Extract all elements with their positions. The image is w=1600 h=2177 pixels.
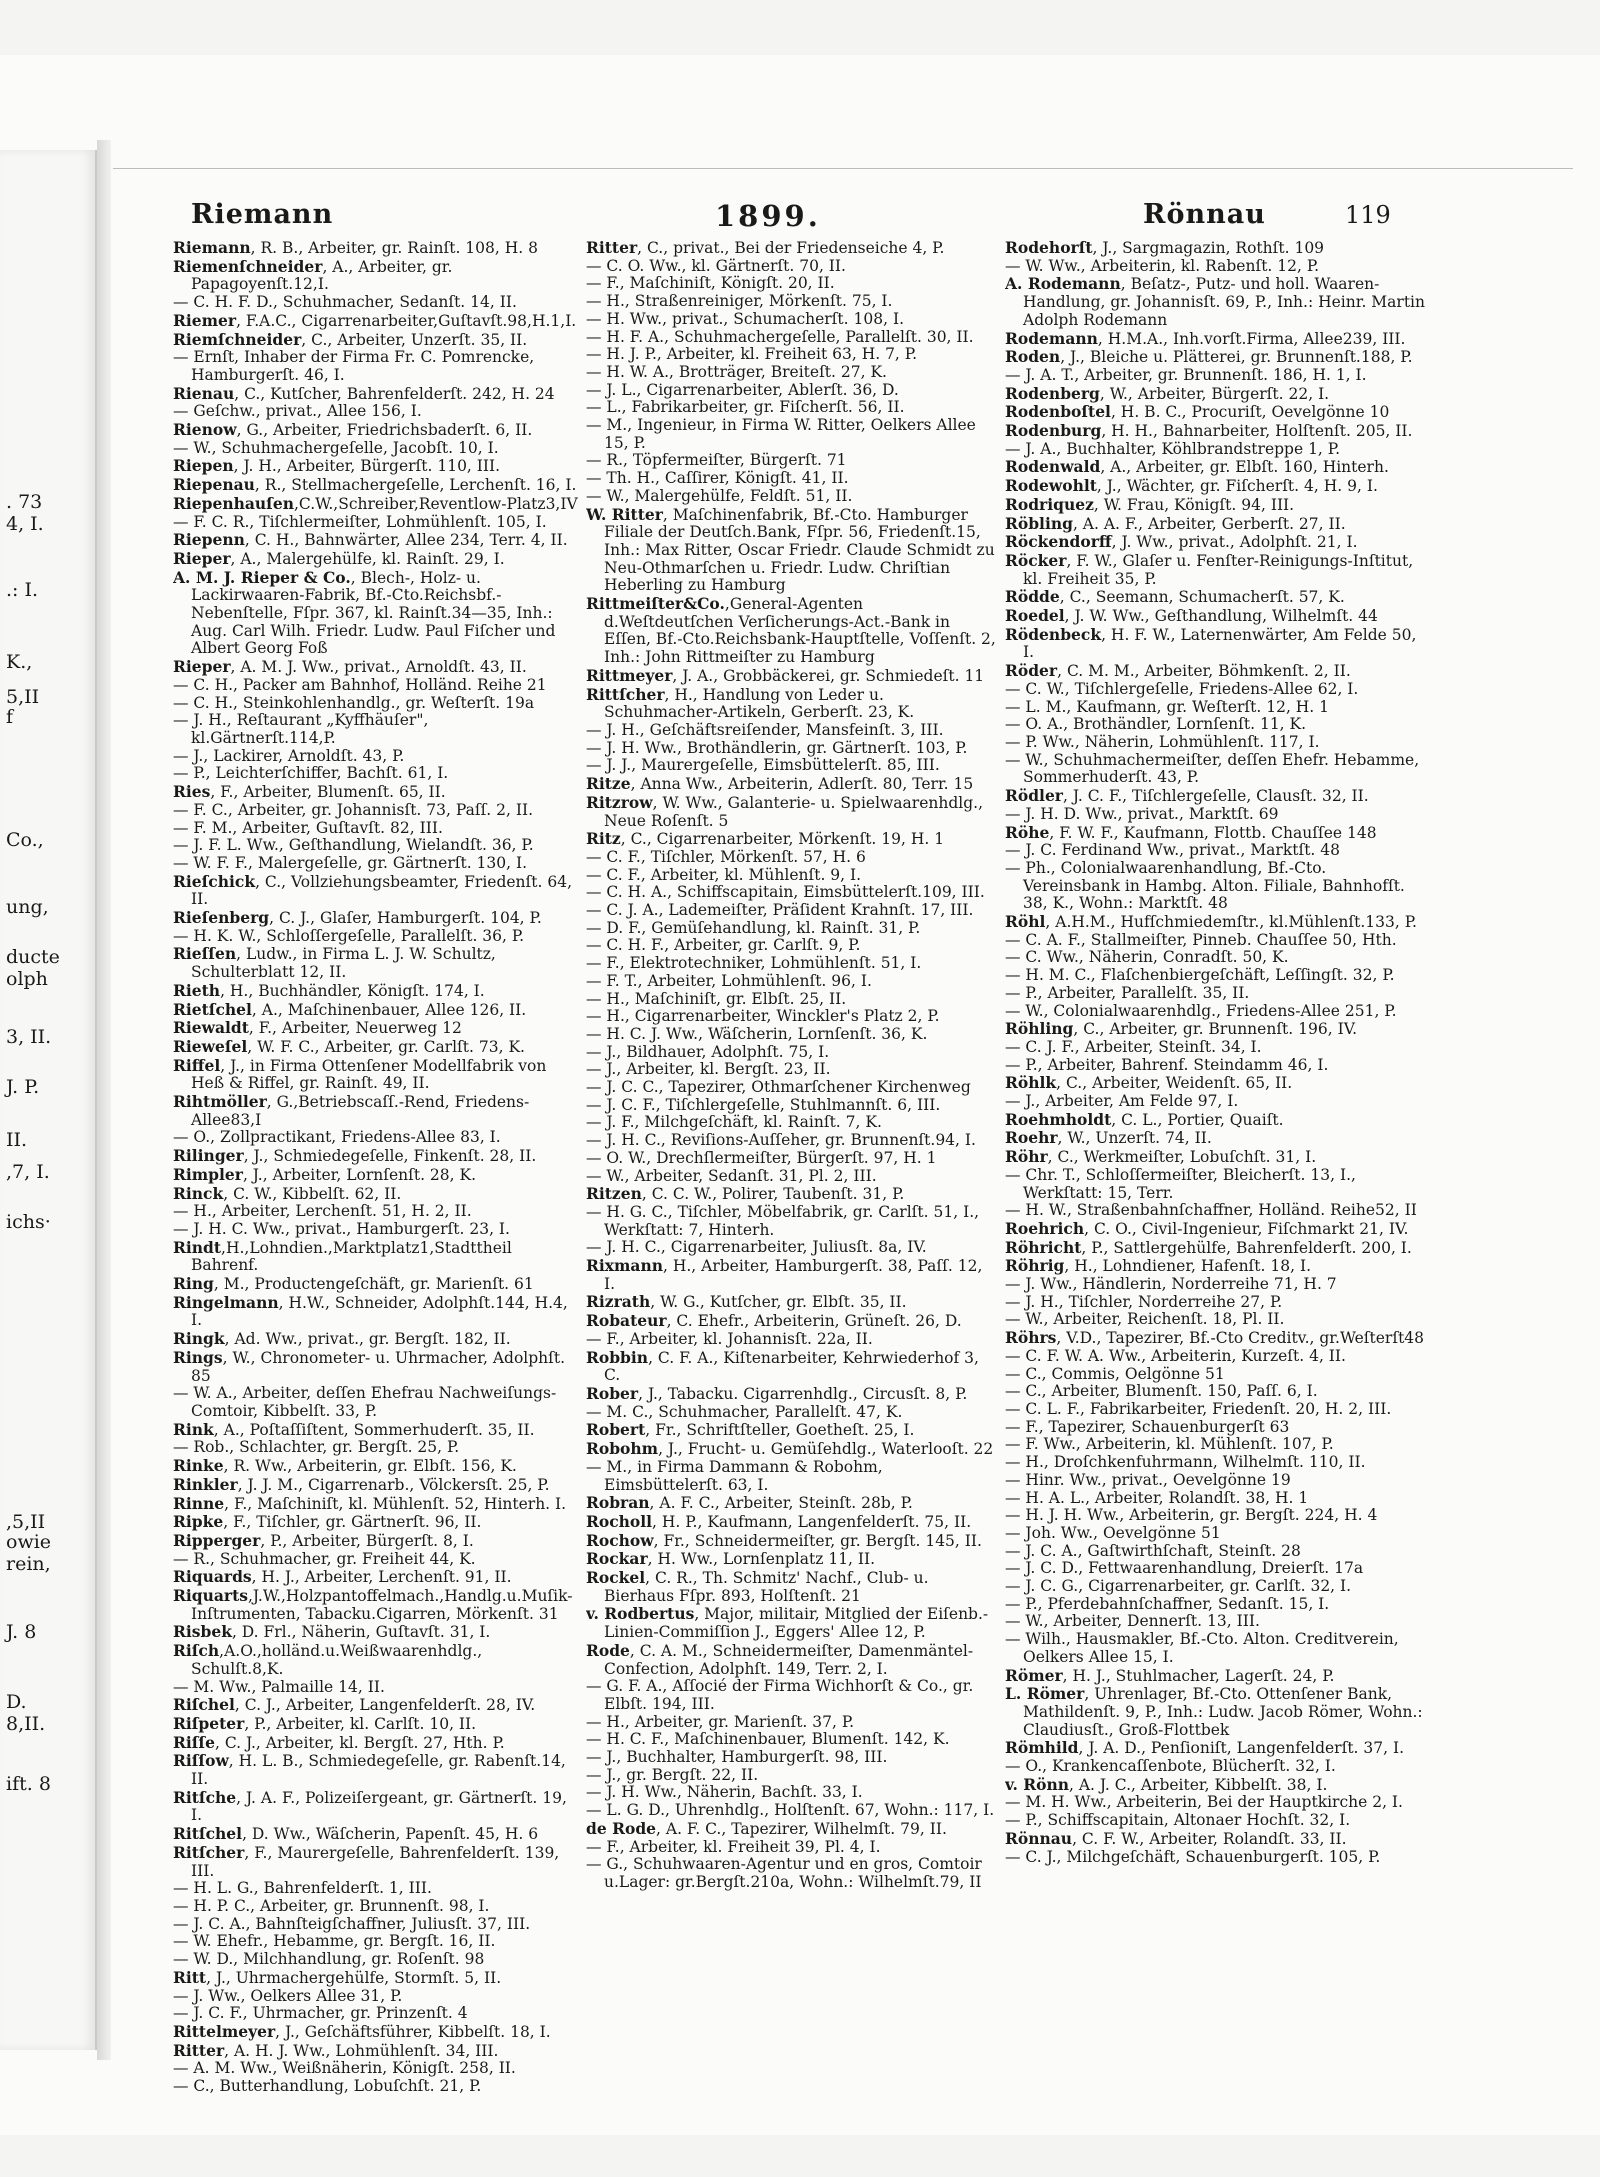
directory-entry: Rieth, H., Buchhändler, Königſt. 174, I. — [173, 980, 485, 1000]
directory-entry: — H., Straßenreiniger, Mörkenſt. 75, I. — [586, 292, 893, 311]
directory-entry: Riſchel, C. J., Arbeiter, Langenfelderſt. 28, IV. — [173, 1695, 536, 1715]
directory-entry: — C. W., Tiſchlergeſelle, Friedens-Allee 62, I. — [1005, 679, 1359, 698]
facing-page-fragment: ,7, I. — [6, 1161, 50, 1183]
directory-entry: — O. W., Drechſlermeiſter, Bürgerſt. 97, H. 1 — [586, 1148, 937, 1167]
directory-entry: — C. H., Steinkohlenhandlg., gr. Weſterſt. 19a — [173, 693, 535, 712]
directory-entry: — F., Tapezirer, Schauenburgerſt 63 — [1005, 1417, 1290, 1436]
directory-entry: — H. Ww., privat., Schumacherſt. 108, I. — [586, 309, 904, 328]
directory-entry: — J. H. C., Cigarrenarbeiter, Juliusſt. 8a, IV. — [586, 1238, 927, 1257]
book-gutter — [97, 140, 111, 2060]
directory-entry: Rodenwald, A., Arbeiter, gr. Elbſt. 160, Hinterh. — [1005, 457, 1389, 477]
facing-page-fragment: K., — [6, 651, 33, 673]
directory-entry: — J. C. D., Fettwaarenhandlung, Dreierſt. 17a — [1005, 1559, 1364, 1578]
directory-entry: — F., Arbeiter, kl. Johannisſt. 22a, II. — [586, 1329, 873, 1348]
directory-entry: Rodenberg, W., Arbeiter, Bürgerſt. 22, I. — [1005, 383, 1330, 403]
column-3 — [1005, 239, 1425, 1866]
facing-page-fragment: 3, II. — [6, 1026, 52, 1048]
directory-entry: — W., Arbeiter, Dennerſt. 13, III. — [1005, 1612, 1260, 1631]
directory-entry: — W., Arbeiter, Reichenſt. 18, Pl. II. — [1005, 1310, 1285, 1329]
directory-entry: — H. J. P., Arbeiter, kl. Freiheit 63, H. 7, P. — [586, 345, 917, 364]
directory-entry: Ritter, A. H. J. Ww., Lohmühlenſt. 34, III. — [173, 2040, 499, 2060]
column-2 — [586, 239, 996, 1892]
directory-entry: — J. C. C., Tapezirer, Othmarſchener Kirchenweg — [586, 1078, 971, 1097]
directory-entry: — J. H., Reſtaurant „Kyffhäuſer", kl.Gärtnerſt.114,P. — [173, 711, 429, 747]
directory-entry: — G. F. A., Aſſocié der Firma Wichhorſt & Co., gr. Elbſt. 194, III. — [586, 1677, 974, 1713]
directory-entry: — D. F., Gemüſehandlung, kl. Rainſt. 31, P. — [586, 918, 921, 937]
directory-entry: Rixmann, H., Arbeiter, Hamburgerſt. 38, Paſſ. 12, I. — [586, 1256, 983, 1293]
directory-entry: Rode, C. A. M., Schneidermeiſter, Damenmäntel-Confection, Adolphſt. 149, Terr. 2, I. — [586, 1640, 974, 1678]
directory-entry: — J., gr. Bergſt. 22, II. — [586, 1765, 759, 1784]
directory-entry: — C. H. F. D., Schuhmacher, Sedanſt. 14, II. — [173, 293, 517, 312]
directory-entry: — C. F., Tiſchler, Mörkenſt. 57, H. 6 — [586, 847, 866, 866]
directory-entry: Röhl, A.H.M., Hufſchmiedemſtr., kl.Mühlenſt.133, P. — [1005, 912, 1417, 932]
directory-entry: — J. H. C., Reviſions-Auſſeher, gr. Brunnenſt.94, I. — [586, 1131, 976, 1150]
directory-entry: Robbin, C. F. A., Kiſtenarbeiter, Kehrwiederhof 3, C. — [586, 1347, 979, 1385]
directory-entry: Roehrich, C. O., Civil-Ingenieur, Fiſchmarkt 21, IV. — [1005, 1218, 1409, 1238]
directory-entry: — J. C. A., Gaſtwirthſchaft, Steinſt. 28 — [1005, 1541, 1301, 1560]
directory-entry: Rinkler, J. J. M., Cigarrenarb., Völckersſt. 25, P. — [173, 1474, 550, 1494]
directory-entry: Riepenn, C. H., Bahnwärter, Allee 234, Terr. 4, II. — [173, 530, 568, 550]
directory-entry: Rober, J., Tabacku. Cigarrenhdlg., Circusſt. 8, P. — [586, 1384, 968, 1403]
directory-entry: Risbek, D. Frl., Näherin, Guſtavſt. 31, I. — [173, 1622, 491, 1642]
directory-entry: — C., Butterhandlung, Lobuſchſt. 21, P. — [173, 2077, 482, 2096]
directory-entry: — A. M. Ww., Weißnäherin, Königſt. 258, II. — [173, 2059, 516, 2078]
directory-entry: — C. L. F., Fabrikarbeiter, Friedenſt. 20, H. 2, III. — [1005, 1400, 1392, 1418]
directory-entry: Rihtmöller, G.,Betriebscaſſ.-Rend, Friedens-Allee83,I — [173, 1092, 530, 1129]
directory-entry: — H., Maſchiniſt, gr. Elbſt. 25, II. — [586, 989, 847, 1008]
directory-entry: Röhricht, P., Sattlergehülfe, Bahrenfelderſt. 200, I. — [1005, 1237, 1412, 1257]
directory-entry: Rodenburg, H. H., Bahnarbeiter, Holſtenſt. 205, II. — [1005, 421, 1413, 441]
directory-entry: Rocholl, H. P., Kaufmann, Langenfelderſt. 75, II. — [586, 1511, 972, 1531]
directory-entry: — H. M. C., Flaſchenbiergeſchäft, Leſſingſt. 32, P. — [1005, 966, 1395, 985]
facing-page-fragment: ichs· — [6, 1211, 51, 1233]
facing-page-fragment: ducte — [6, 946, 60, 968]
directory-entry: Rilinger, J., Schmiedegeſelle, Finkenſt. 28, II. — [173, 1146, 537, 1166]
directory-entry: A. Rodemann, Beſatz-, Putz- und holl. Waaren-Handlung, gr. Johannisſt. 69, P., Inh.: Heinr. Martin Adolph Rodemann — [1005, 274, 1425, 329]
directory-entry: Rienau, C., Kutſcher, Bahrenfelderſt. 242, H. 24 — [173, 383, 555, 403]
directory-entry: — Th. H., Caſſirer, Königſt. 41, II. — [586, 469, 849, 488]
directory-entry: Römhild, J. A. D., Penſioniſt, Langenfelderſt. 37, I. — [1005, 1738, 1405, 1758]
directory-entry: — P., Schiffscapitain, Altonaer Hochſt. 32, I. — [1005, 1811, 1351, 1830]
directory-entry: — J. F. L. Ww., Geſthandlung, Wielandſt. 36, P. — [173, 836, 534, 855]
directory-entry: — Joh. Ww., Oevelgönne 51 — [1005, 1523, 1221, 1542]
directory-entry: Riſpeter, P., Arbeiter, kl. Carlſt. 10, II. — [173, 1713, 477, 1733]
directory-entry: Römer, H. J., Stuhlmacher, Lagerſt. 24, P. — [1005, 1665, 1335, 1685]
directory-entry: — J. L., Cigarrenarbeiter, Ablerſt. 36, D. — [586, 380, 899, 399]
directory-entry: — L., Fabrikarbeiter, gr. Fiſcherſt. 56, II. — [586, 398, 905, 417]
directory-entry: — H. J. H. Ww., Arbeiterin, gr. Bergſt. 224, H. 4 — [1005, 1506, 1378, 1525]
directory-entry: Rodehorſt, J., Sargmagazin, Rothſt. 109 — [1005, 239, 1325, 257]
directory-entry: — F. Ww., Arbeiterin, kl. Mühlenſt. 107, P. — [1005, 1435, 1334, 1454]
directory-entry: Rodewohlt, J., Wächter, gr. Fiſcherſt. 4, H. 9, I. — [1005, 476, 1378, 496]
directory-entry: Ritter, C., privat., Bei der Friedenseiche 4, P. — [586, 239, 945, 257]
directory-entry: Riemſchneider, C., Arbeiter, Unzerſt. 35, II. — [173, 329, 528, 349]
facing-page-fragment: D. — [6, 1691, 27, 1713]
facing-page-fragment: 5,II — [6, 686, 40, 708]
directory-entry: — Wilh., Hausmakler, Bf.-Cto. Alton. Creditverein, Oelkers Allee 15, I. — [1005, 1630, 1399, 1666]
directory-entry: — P., Leichterſchiffer, Bachſt. 61, I. — [173, 764, 449, 783]
directory-entry: — W., Arbeiter, Sedanſt. 31, Pl. 2, III. — [586, 1166, 877, 1185]
directory-entry: — J. Ww., Oelkers Allee 31, P. — [173, 1986, 403, 2005]
directory-entry: — L. M., Kaufmann, gr. Weſterſt. 12, H. 1 — [1005, 697, 1330, 716]
directory-entry: Rittmeiſter&Co.,General-Agenten d.Weſtdeutſchen Verſicherungs-Act.-Bank in Eſſen, Bf.-Cto.Reichsbank-Hauptſtelle, Voſſenſt. 2, Inh.: John Rittmeiſter zu Hamburg — [586, 594, 996, 667]
directory-entry: — O. A., Brothändler, Lornſenſt. 11, K. — [1005, 715, 1307, 734]
directory-entry: Riffel, J., in Firma Ottenſener Modellfabrik von Heß & Riffel, gr. Rainſt. 49, II. — [173, 1055, 547, 1093]
directory-entry: v. Rönn, A. J. C., Arbeiter, Kibbelſt. 38, I. — [1005, 1774, 1328, 1794]
directory-entry: A. M. J. Rieper & Co., Blech-, Holz- u. Lackirwaaren-Fabrik, Bf.-Cto.Reichsbf.-Nebenſtelle, Fſpr. 367, kl. Rainſt.34—35, Inh.: Aug. Carl Wilh. Friedr. Ludw. Paul Fiſcher und Albert Georg Foß — [173, 567, 556, 658]
directory-entry: — M., in Firma Dammann & Robohm, Eimsbüttelerſt. 63, I. — [586, 1457, 883, 1494]
directory-entry: — Rob., Schlachter, gr. Bergſt. 25, P. — [173, 1438, 460, 1457]
directory-entry: Roehmholdt, C. L., Portier, Quaiſt. — [1005, 1109, 1284, 1129]
directory-entry: — H., Arbeiter, Lerchenſt. 51, H. 2, II. — [173, 1202, 472, 1221]
directory-entry: — C., Commis, Oelgönne 51 — [1005, 1364, 1225, 1383]
directory-entry: — P., Pferdebahnſchaffner, Sedanſt. 15, I. — [1005, 1594, 1330, 1613]
directory-entry: Ritz, C., Cigarrenarbeiter, Mörkenſt. 19, H. 1 — [586, 829, 945, 849]
directory-entry: — J., Bildhauer, Adolphſt. 75, I. — [586, 1042, 830, 1061]
directory-entry: — R., Schuhmacher, gr. Freiheit 44, K. — [173, 1549, 476, 1568]
directory-entry: — H. L. G., Bahrenfelderſt. 1, III. — [173, 1879, 432, 1898]
directory-page — [113, 168, 1573, 2096]
directory-entry: — M. C., Schuhmacher, Parallelſt. 47, K. — [586, 1402, 903, 1421]
directory-entry: — F., Arbeiter, kl. Freiheit 39, Pl. 4, I. — [586, 1837, 881, 1856]
directory-entry: — F. C., Arbeiter, gr. Johannisſt. 73, Paſſ. 2, II. — [173, 800, 534, 819]
directory-entry: L. Römer, Uhrenlager, Bf.-Cto. Ottenſener Bank, Mathildenſt. 9, P., Inh.: Ludw. Jacob Römer, Wohn.: Claudiusſt., Groß-Flottbek — [1005, 1684, 1423, 1739]
directory-entry: Robran, A. F. C., Arbeiter, Steinſt. 28b, P. — [586, 1493, 913, 1513]
directory-entry: — M. H. Ww., Arbeiterin, Bei der Hauptkirche 2, I. — [1005, 1793, 1403, 1812]
directory-entry: Rodriquez, W. Frau, Königſt. 94, III. — [1005, 494, 1295, 514]
directory-entry: — Geſchw., privat., Allee 156, I. — [173, 402, 422, 421]
directory-entry: Rittſcher, H., Handlung von Leder u. Schuhmacher-Artikeln, Gerberſt. 23, K. — [586, 684, 915, 722]
facing-page-fragment: J. P. — [6, 1076, 40, 1098]
facing-page-fragment: 4, I. — [6, 513, 44, 535]
directory-entry: Rinck, C. W., Kibbelſt. 62, II. — [173, 1183, 402, 1203]
directory-entry: Riepenau, R., Stellmachergeſelle, Lerchenſt. 16, I. — [173, 475, 577, 495]
directory-entry: — C. J., Milchgeſchäft, Schauenburgerſt. 105, P. — [1005, 1847, 1381, 1866]
directory-entry: Rönnau, C. F. W., Arbeiter, Rolandſt. 33, II. — [1005, 1828, 1347, 1848]
directory-entry: Riquarts,J.W.,Holzpantoffelmach.,Handlg.u.Muſik-Inſtrumenten, Tabacku.Cigarren, Mörkenſt. 31 — [173, 1586, 573, 1623]
directory-entry: — W. F. F., Malergeſelle, gr. Gärtnerſt. 130, I. — [173, 853, 528, 872]
directory-entry: — Hinr. Ww., privat., Oevelgönne 19 — [1005, 1470, 1291, 1489]
directory-entry: — C. F. W. A. Ww., Arbeiterin, Kurzeſt. 4, II. — [1005, 1346, 1346, 1365]
directory-entry: — J. C. G., Cigarrenarbeiter, gr. Carlſt. 32, I. — [1005, 1577, 1352, 1596]
directory-entry: — C. J. A., Lademeiſter, Präſident Krahnſt. 17, III. — [586, 901, 974, 920]
directory-entry: — J. F., Milchgeſchäft, kl. Rainſt. 7, K. — [586, 1113, 882, 1132]
directory-entry: Ritze, Anna Ww., Arbeiterin, Adlerſt. 80, Terr. 15 — [586, 774, 974, 794]
directory-entry: Riſſe, C. J., Arbeiter, kl. Bergſt. 27, Hth. P. — [173, 1732, 505, 1752]
directory-entry: — P., Arbeiter, Parallelſt. 35, II. — [1005, 983, 1250, 1002]
directory-entry: — J. A., Buchhalter, Köhlbrandstreppe 1, P. — [1005, 439, 1340, 458]
directory-entry: Riſſow, H. L. B., Schmiedegeſelle, gr. Rabenſt.14, II. — [173, 1751, 566, 1789]
directory-entry: — C. F., Arbeiter, kl. Mühlenſt. 9, I. — [586, 865, 862, 884]
directory-entry: — Ph., Colonialwaarenhandlung, Bf.-Cto. Vereinsbank in Hambg. Alton. Filiale, Bahnhofſt. 38, K., Wohn.: Marktſt. 48 — [1005, 858, 1405, 913]
directory-entry: — J. C. A., Bahnſteigſchaffner, Juliusſt. 37, III. — [173, 1914, 531, 1933]
directory-entry: Robateur, C. Ehefr., Arbeiterin, Grüneſt. 26, D. — [586, 1311, 962, 1331]
directory-entry: Riepen, J. H., Arbeiter, Bürgerſt. 110, III. — [173, 456, 501, 476]
directory-entry: Rockar, H. Ww., Lornſenplatz 11, II. — [586, 1549, 876, 1569]
directory-entry: Ripperger, P., Arbeiter, Bürgerſt. 8, I. — [173, 1530, 474, 1550]
directory-entry: — J., Lackirer, Arnoldſt. 43, P. — [173, 746, 405, 765]
directory-entry: Riepenhauſen,C.W.,Schreiber,Reventlow-Platz3,IV — [173, 493, 578, 513]
directory-entry: Röhrs, V.D., Tapezirer, Bf.-Cto Creditv., gr.Weſterſt48 — [1005, 1328, 1425, 1348]
directory-entry: — J. Ww., Händlerin, Norderreihe 71, H. 7 — [1005, 1275, 1337, 1294]
directory-entry: Rink, A., Poſtaſſiſtent, Sommerhuderſt. 35, II. — [173, 1419, 535, 1439]
directory-entry: Rings, W., Chronometer- u. Uhrmacher, Adolphſt. 85 — [173, 1347, 566, 1385]
directory-entry: Rittelmeyer, J., Geſchäftsführer, Kibbelſt. 18, I. — [173, 2021, 551, 2041]
directory-entry: — J. C. F., Uhrmacher, gr. Prinzenſt. 4 — [173, 2004, 468, 2023]
directory-entry: — J. H., Geſchäftsreiſender, Mansfeinſt. 3, III. — [586, 720, 944, 739]
directory-entry: — C. H., Packer am Bahnhof, Holländ. Reihe 21 — [173, 675, 547, 694]
directory-entry: — C. O. Ww., kl. Gärtnerſt. 70, II. — [586, 256, 846, 275]
directory-entry: — Ernſt, Inhaber der Firma Fr. C. Pomrencke, Hamburgerſt. 46, I. — [173, 348, 535, 384]
directory-entry: — C., Arbeiter, Blumenſt. 150, Paſſ. 6, I. — [1005, 1382, 1318, 1401]
directory-entry: Röckendorff, J. Ww., privat., Adolphſt. 21, I. — [1005, 532, 1358, 552]
directory-entry: Ries, F., Arbeiter, Blumenſt. 65, II. — [173, 782, 446, 802]
directory-entry: — H. F. A., Schuhmachergeſelle, Parallelſt. 30, II. — [586, 327, 974, 346]
directory-entry: Röhr, C., Werkmeiſter, Lobuſchſt. 31, I. — [1005, 1147, 1317, 1167]
directory-entry: — W., Colonialwaarenhdlg., Friedens-Allee 251, P. — [1005, 1001, 1397, 1020]
directory-entry: — O., Zollpractikant, Friedens-Allee 83, I. — [173, 1128, 501, 1147]
facing-page-fragment: f — [6, 706, 14, 728]
directory-entry: — J. A. T., Arbeiter, gr. Brunnenſt. 186, H. 1, I. — [1005, 365, 1367, 384]
directory-entry: — F. T., Arbeiter, Lohmühlenſt. 96, I. — [586, 971, 872, 990]
facing-page-fragment: olph — [6, 968, 48, 990]
directory-entry: Ring, M., Productengeſchäft, gr. Marienſt. 61 — [173, 1274, 534, 1294]
facing-page-fragment: .: I. — [6, 579, 39, 601]
directory-entry: Riquards, H. J., Arbeiter, Lerchenſt. 91, II. — [173, 1567, 512, 1587]
directory-entry: Ripke, F., Tiſchler, gr. Gärtnerſt. 96, II. — [173, 1512, 482, 1532]
directory-entry: — H., Arbeiter, gr. Marienſt. 37, P. — [586, 1712, 855, 1731]
directory-entry: — J. J., Maurergeſelle, Eimsbüttelerſt. 85, III. — [586, 756, 940, 775]
directory-entry: Rodemann, H.M.A., Inh.vorſt.Firma, Allee239, III. — [1005, 328, 1406, 348]
directory-entry: Ringk, Ad. Ww., privat., gr. Bergſt. 182, II. — [173, 1329, 511, 1349]
column-1 — [173, 239, 578, 2096]
directory-entry: Röhling, C., Arbeiter, gr. Brunnenſt. 196, IV. — [1005, 1019, 1358, 1039]
directory-entry: — M., Ingenieur, in Firma W. Ritter, Oelkers Allee 15, P. — [586, 416, 976, 452]
directory-entry: — H. G. C., Tiſchler, Möbelfabrik, gr. Carlſt. 51, I., Werkſtatt: 7, Hinterh. — [586, 1202, 980, 1239]
directory-entry: Röhlk, C., Arbeiter, Weidenſt. 65, II. — [1005, 1073, 1293, 1093]
facing-page-fragment: rein, — [6, 1553, 51, 1575]
directory-entry: — J. H., Tiſchler, Norderreihe 27, P. — [1005, 1292, 1283, 1311]
facing-page-fragment: ,5,II — [6, 1511, 46, 1533]
facing-page-fragment: J. 8 — [6, 1621, 37, 1643]
directory-entry: — J. H. Ww., Näherin, Bachſt. 33, I. — [586, 1783, 863, 1802]
directory-entry: Ritzen, C. C. W., Polirer, Taubenſt. 31, P. — [586, 1184, 905, 1204]
facing-page-fragment: 8,II. — [6, 1713, 46, 1735]
directory-entry: — J. C. F., Tiſchlergeſelle, Stuhlmannſt. 6, III. — [586, 1095, 941, 1114]
directory-entry: — H. K. W., Schloſſergeſelle, Parallelſt. 36, P. — [173, 926, 525, 945]
directory-entry: — J., Arbeiter, Am Felde 97, I. — [1005, 1092, 1239, 1111]
directory-entry: — W., Schuhmachergeſelle, Jacobſt. 10, I. — [173, 438, 499, 457]
directory-entry: — F., Maſchiniſt, Königſt. 20, II. — [586, 274, 835, 293]
directory-entry: — C. Ww., Näherin, Conradſt. 50, K. — [1005, 948, 1289, 967]
directory-entry: — H. C. F., Maſchinenbauer, Blumenſt. 142, K. — [586, 1730, 950, 1749]
directory-entry: Ritſchel, D. Ww., Wäſcherin, Papenſt. 45, H. 6 — [173, 1824, 539, 1844]
page-number: 119 — [1345, 201, 1391, 229]
directory-entry: — W. Ehefr., Hebamme, gr. Bergſt. 16, II. — [173, 1932, 496, 1951]
directory-entry: Riſch,A.O.,holländ.u.Weißwaarenhdlg., Schulſt.8,K. — [173, 1641, 483, 1678]
directory-entry: Rindt,H.,Lohndien.,Marktplatz1,Stadttheil Bahrenf. — [173, 1237, 512, 1275]
directory-entry: W. Ritter, Maſchinenfabrik, Bf.-Cto. Hamburger Filiale der Deutſch.Bank, Fſpr. 56, Friedenſt.15, Inh.: Max Ritter, Oscar Friedr. Claude Schmidt zu Neu-Othmarſchen u. Friedr. Ludw. Chriſtian Heberling zu Hamburg — [586, 504, 995, 595]
directory-entry: Riemenſchneider, A., Arbeiter, gr. Papagoyenſt.12,I. — [173, 256, 453, 294]
directory-entry: Roehr, W., Unzerſt. 74, II. — [1005, 1128, 1212, 1148]
directory-entry: — H. W. A., Brotträger, Breiteſt. 27, K. — [586, 362, 887, 381]
directory-entry: — H., Cigarrenarbeiter, Winckler's Platz 2, P. — [586, 1007, 940, 1026]
directory-entry: Rinne, F., Maſchiniſt, kl. Mühlenſt. 52, Hinterh. I. — [173, 1493, 567, 1513]
directory-entry: Roden, J., Bleiche u. Plätterei, gr. Brunnenſt.188, P. — [1005, 347, 1413, 367]
directory-entry: — J. H. C. Ww., privat., Hamburgerſt. 23, I. — [173, 1219, 510, 1238]
directory-entry: Rieper, A., Malergehülfe, kl. Rainſt. 29, I. — [173, 548, 505, 568]
directory-entry: — W. Ww., Arbeiterin, kl. Rabenſt. 12, P. — [1005, 256, 1320, 275]
facing-page-fragment: ift. 8 — [6, 1773, 51, 1795]
directory-entry: — H. W., Straßenbahnſchaffner, Holländ. Reihe52, II — [1005, 1201, 1417, 1220]
directory-entry: Rienow, G., Arbeiter, Friedrichsbaderſt. 6, II. — [173, 420, 533, 440]
directory-entry: — F. C. R., Tiſchlermeiſter, Lohmühlenſt. 105, I. — [173, 512, 547, 531]
directory-entry: — R., Töpfermeiſter, Bürgerſt. 71 — [586, 451, 847, 470]
directory-entry: de Rode, A. F. C., Tapezirer, Wilhelmſt. 79, II. — [586, 1818, 947, 1838]
directory-entry: Robohm, J., Frucht- u. Gemüſehdlg., Waterlooſt. 22 — [586, 1439, 994, 1459]
directory-entry: Ritſcher, F., Maurergeſelle, Bahrenfelderſt. 139, III. — [173, 1842, 560, 1880]
directory-entry: Rockel, C. R., Th. Schmitz' Nachf., Club- u. Bierhaus Fſpr. 893, Holſtenſt. 21 — [586, 1568, 929, 1605]
directory-entry: — C. A. F., Stallmeiſter, Pinneb. Chauſſee 50, Hth. — [1005, 930, 1397, 949]
directory-entry: — H. C. J. Ww., Wäſcherin, Lornſenſt. 36, K. — [586, 1024, 928, 1043]
directory-entry: Rochow, Fr., Schneidermeiſter, gr. Bergſt. 145, II. — [586, 1530, 982, 1550]
directory-entry: — H., Droſchkenfuhrmann, Wilhelmſt. 110, II. — [1005, 1453, 1366, 1472]
directory-entry: — L. G. D., Uhrenhdlg., Holſtenſt. 67, Wohn.: 117, I. — [586, 1801, 995, 1820]
directory-entry: Röcker, F. W., Glaſer u. Fenſter-Reinigungs-Inſtitut, kl. Freiheit 35, P. — [1005, 550, 1414, 588]
directory-entry: Rödler, J. C. F., Tiſchlergeſelle, Clausſt. 32, II. — [1005, 786, 1369, 806]
directory-entry: — C. J. F., Arbeiter, Steinſt. 34, I. — [1005, 1037, 1262, 1056]
directory-entry: — C. H. A., Schiffscapitain, Eimsbüttelerſt.109, III. — [586, 883, 985, 902]
directory-entry: Rieweſel, W. F. C., Arbeiter, gr. Carlſt. 73, K. — [173, 1036, 525, 1056]
directory-entry: Rieſchick, C., Vollziehungsbeamter, Friedenſt. 64, II. — [173, 871, 572, 909]
directory-entry: Rizrath, W. G., Kutſcher, gr. Elbſt. 35, II. — [586, 1292, 907, 1312]
directory-entry: Ritſche, J. A. F., Polizeiſergeant, gr. Gärtnerſt. 19, I. — [173, 1787, 567, 1825]
directory-entry: Rieſenberg, C. J., Glaſer, Hamburgerſt. 104, P. — [173, 908, 542, 928]
directory-entry: Rodenboſtel, H. B. C., Procuriſt, Oevelgönne 10 — [1005, 402, 1390, 422]
directory-entry: — F. M., Arbeiter, Guſtavſt. 82, III. — [173, 818, 443, 837]
directory-entry: v. Rodbertus, Major, militair, Mitglied der Eiſenb.-Linien-Commiſſion J., Eggers' Allee 12, P. — [586, 1604, 989, 1642]
directory-entry: — G., Schuhwaaren-Agentur und en gros, Comtoir u.Lager: gr.Bergſt.210a, Wohn.: Wilhelmſt.79, II — [586, 1855, 982, 1891]
directory-entry: — J. C. Ferdinand Ww., privat., Marktſt. 48 — [1005, 841, 1340, 860]
directory-entry: Ritzrow, W. Ww., Galanterie- u. Spielwaarenhdlg., Neue Roſenſt. 5 — [586, 792, 983, 830]
directory-entry: Röhrig, H., Lohndiener, Hafenſt. 18, I. — [1005, 1256, 1311, 1276]
entries-columns — [113, 239, 1573, 2096]
facing-page-fragment: II. — [6, 1129, 28, 1151]
directory-entry: — J., Arbeiter, kl. Bergſt. 23, II. — [586, 1060, 831, 1079]
directory-entry: Rödenbeck, H. F. W., Laternenwärter, Am Felde 50, I. — [1005, 624, 1417, 662]
directory-entry: Riewaldt, F., Arbeiter, Neuerweg 12 — [173, 1018, 462, 1038]
directory-entry: Ringelmann, H.W., Schneider, Adolphſt.144, H.4, I. — [173, 1292, 568, 1330]
facing-page-fragment: owie — [6, 1531, 52, 1553]
directory-entry: — W., Malergehülfe, Feldſt. 51, II. — [586, 486, 853, 505]
directory-entry: Röbling, A. A. F., Arbeiter, Gerberſt. 27, II. — [1005, 513, 1346, 533]
directory-entry: — H. P. C., Arbeiter, gr. Brunnenſt. 98, I. — [173, 1896, 490, 1915]
directory-entry: — W. A., Arbeiter, deſſen Ehefrau Nachweiſungs-Comtoir, Kibbelſt. 33, P. — [173, 1384, 557, 1420]
directory-entry: Rödde, C., Seemann, Schumacherſt. 57, K. — [1005, 587, 1345, 607]
directory-entry: — Chr. T., Schloſſermeiſter, Bleicherſt. 13, I., Werkſtatt: 15, Terr. — [1005, 1165, 1356, 1202]
directory-entry: Rinke, R. Ww., Arbeiterin, gr. Elbſt. 156, K. — [173, 1456, 517, 1476]
header-right-keyword: Rönnau — [1143, 199, 1266, 230]
directory-entry: Roedel, J. W. Ww., Geſthandlung, Wilhelmſt. 44 — [1005, 606, 1378, 626]
directory-entry: Röder, C. M. M., Arbeiter, Böhmkenſt. 2, II. — [1005, 661, 1351, 681]
directory-entry: Riemer, F.A.C., Cigarrenarbeiter,Guſtavſt.98,H.1,I. — [173, 310, 577, 330]
directory-entry: — F., Elektrotechniker, Lohmühlenſt. 51, I. — [586, 954, 922, 973]
directory-entry: — O., Krankencaſſenbote, Blücherſt. 32, I. — [1005, 1757, 1336, 1776]
facing-page-fragment: ung, — [6, 896, 49, 918]
directory-entry: — J., Buchhalter, Hamburgerſt. 98, III. — [586, 1748, 888, 1767]
facing-page-edge — [0, 150, 97, 2050]
directory-entry: — J. H. Ww., Brothändlerin, gr. Gärtnerſt. 103, P. — [586, 738, 968, 757]
directory-entry: Rietſchel, A., Maſchinenbauer, Allee 126, II. — [173, 999, 527, 1019]
directory-entry: — M. Ww., Palmaille 14, II. — [173, 1677, 385, 1696]
directory-entry: Rittmeyer, J. A., Grobbäckerei, gr. Schmiedeſt. 11 — [586, 665, 985, 685]
directory-entry: Riemann, R. B., Arbeiter, gr. Rainſt. 108, H. 8 — [173, 239, 538, 257]
directory-entry: — J. H. D. Ww., privat., Marktſt. 69 — [1005, 804, 1279, 823]
directory-entry: — W., Schuhmachermeiſter, deſſen Ehefr. Hebamme, Sommerhuderſt. 43, P. — [1005, 750, 1420, 787]
directory-entry: — W. D., Milchhandlung, gr. Roſenſt. 98 — [173, 1950, 485, 1969]
facing-page-fragment: . 73 — [6, 491, 43, 513]
directory-entry: Ritt, J., Uhrmachergehülfe, Stormſt. 5, II. — [173, 1967, 502, 1987]
directory-entry: Rimpler, J., Arbeiter, Lornſenſt. 28, K. — [173, 1164, 477, 1184]
directory-entry: Röhe, F. W. F., Kaufmann, Flottb. Chauſſee 148 — [1005, 822, 1377, 842]
header-year: 1899. — [715, 199, 821, 233]
facing-page-fragment: Co., — [6, 829, 44, 851]
header-left-keyword: Riemann — [191, 199, 334, 230]
directory-entry: Rieper, A. M. J. Ww., privat., Arnoldſt. 43, II. — [173, 657, 527, 677]
directory-entry: — H. A. L., Arbeiter, Rolandſt. 38, H. 1 — [1005, 1488, 1309, 1507]
page-header — [113, 199, 1573, 239]
directory-entry: Rieſſen, Ludw., in Firma L. J. W. Schultz, Schulterblatt 12, II. — [173, 944, 496, 982]
directory-entry: Robert, Fr., Schriftſteller, Goetheſt. 25, I. — [586, 1420, 915, 1440]
directory-entry: — P., Arbeiter, Bahrenf. Steindamm 46, I. — [1005, 1055, 1329, 1074]
directory-entry: — P. Ww., Näherin, Lohmühlenſt. 117, I. — [1005, 732, 1320, 751]
directory-entry: — C. H. F., Arbeiter, gr. Carlſt. 9, P. — [586, 936, 861, 955]
